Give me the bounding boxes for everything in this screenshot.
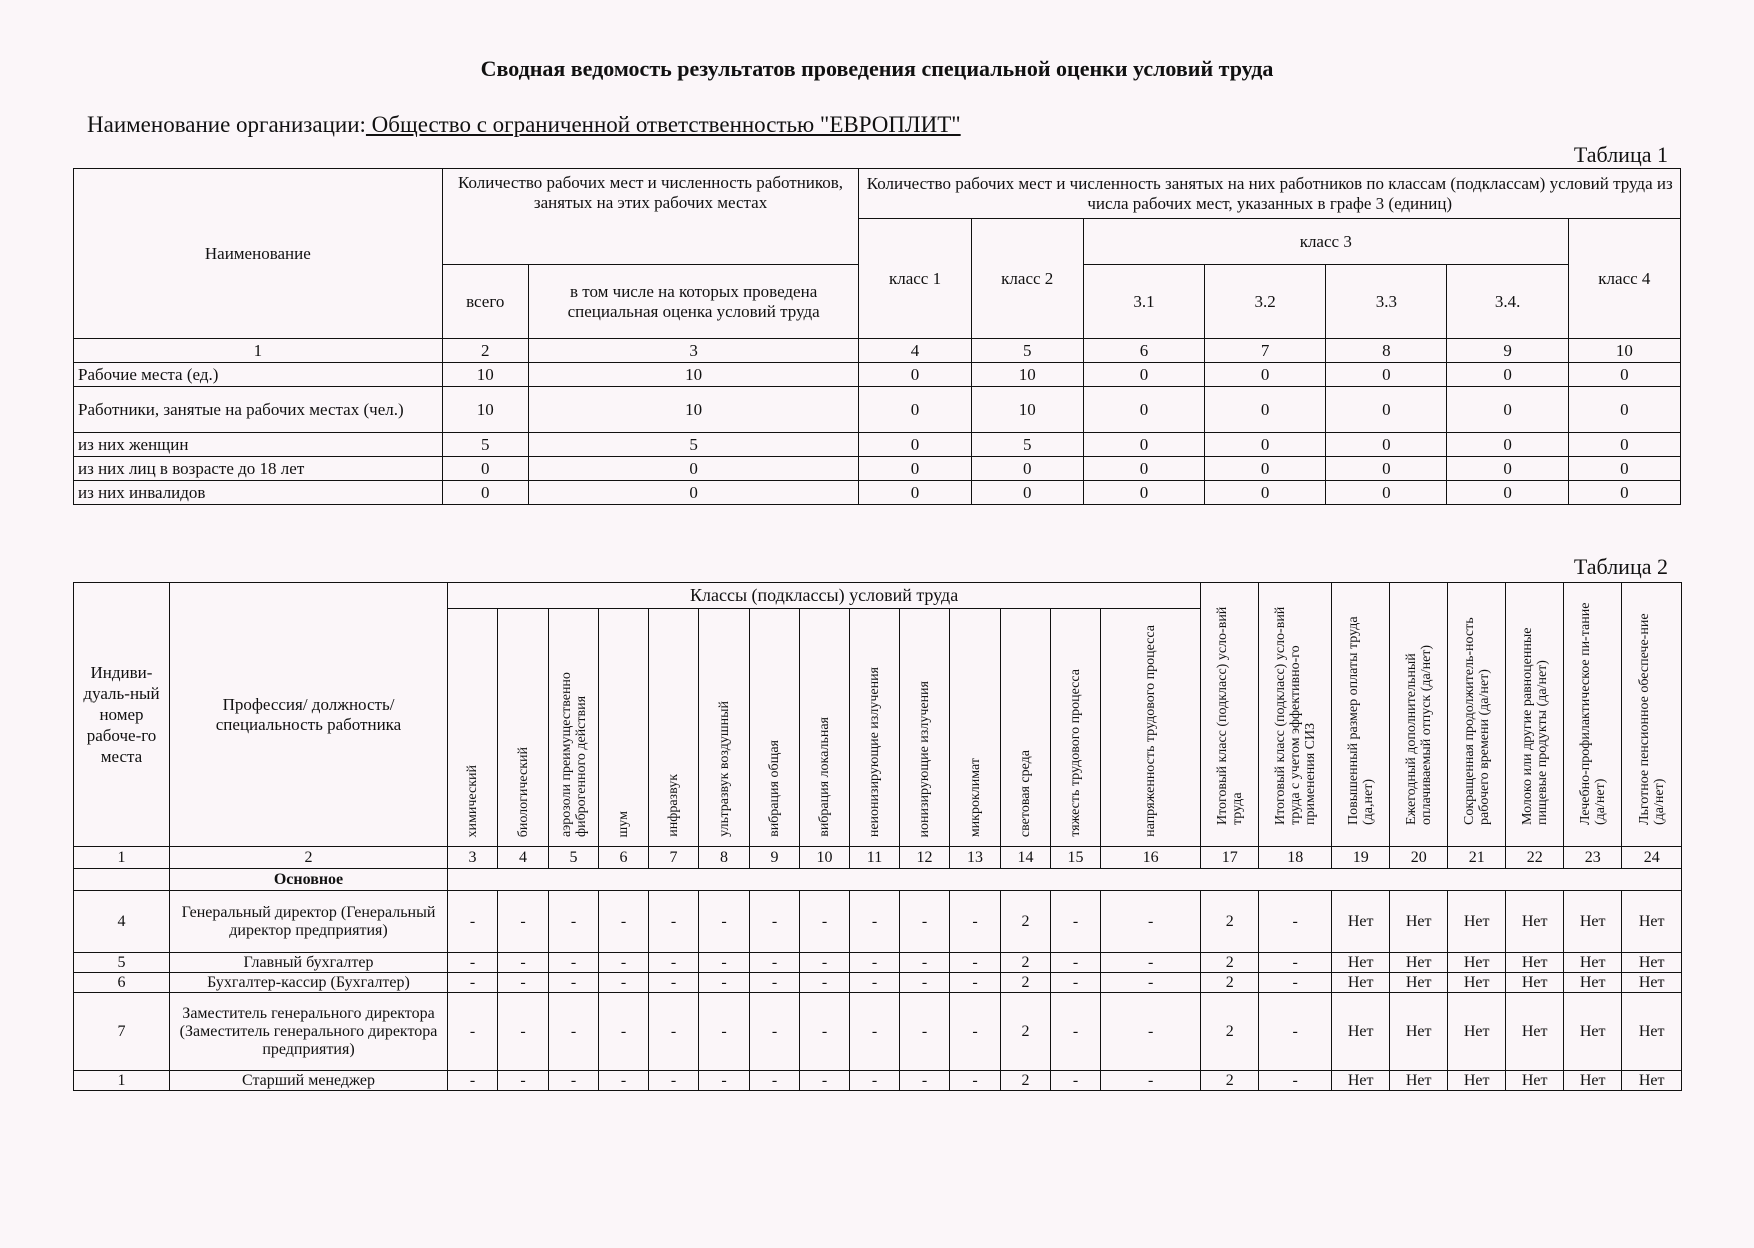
t2-col-number: 20	[1390, 847, 1448, 869]
t2-cell: Нет	[1564, 1071, 1622, 1091]
t2-cell: -	[800, 953, 850, 973]
t2-column-numbers-row	[74, 847, 1682, 869]
t1-row	[74, 363, 1681, 387]
t2-factor-header: вибрация локальная	[800, 609, 850, 847]
t2-cell: -	[850, 993, 900, 1071]
t2-cell: 2	[1001, 973, 1051, 993]
t2-cell: Нет	[1332, 973, 1390, 993]
t2-header-id: Индиви-дуаль-ный номер рабоче-го места	[74, 583, 170, 847]
t2-cell: Нет	[1506, 973, 1564, 993]
t1-row-label: из них инвалидов	[74, 481, 443, 505]
t2-cell: Нет	[1564, 891, 1622, 953]
t2-row	[74, 1071, 1682, 1091]
t1-cell: 0	[1326, 457, 1447, 481]
t2-col-number: 7	[649, 847, 699, 869]
t1-header-3-4: 3.4.	[1447, 265, 1568, 339]
t2-cell: -	[649, 973, 699, 993]
t1-col-number: 1	[74, 339, 443, 363]
t2-profession-name: Заместитель генерального директора (Заместитель генерального директора предприятия)	[170, 993, 448, 1071]
t2-cell: -	[1259, 1071, 1332, 1091]
t2-col-number: 10	[800, 847, 850, 869]
t2-cell: -	[448, 891, 498, 953]
t2-cell: Нет	[1564, 973, 1622, 993]
t2-workplace-id: 6	[74, 973, 170, 993]
t1-cell: 0	[1447, 433, 1568, 457]
t2-cell: -	[498, 973, 549, 993]
t2-cell: 2	[1201, 973, 1259, 993]
t2-workplace-id: 7	[74, 993, 170, 1071]
t2-cell: -	[549, 891, 599, 953]
t2-cell: -	[1051, 973, 1101, 993]
t2-body	[74, 891, 1682, 1091]
t2-cell: 2	[1001, 993, 1051, 1071]
t2-cell: -	[649, 993, 699, 1071]
t2-cell: Нет	[1448, 1071, 1506, 1091]
t2-cell: Нет	[1506, 953, 1564, 973]
t1-cell: 0	[1326, 433, 1447, 457]
t2-cell: -	[900, 973, 950, 993]
t1-header-count: Количество рабочих мест и численность работников, занятых на этих рабочих местах	[442, 169, 859, 265]
t2-cell: -	[699, 891, 750, 953]
t1-cell: 0	[1568, 387, 1680, 433]
t2-cell: -	[649, 953, 699, 973]
t2-cell: -	[448, 993, 498, 1071]
t2-cell: -	[1051, 993, 1101, 1071]
t2-col-number: 11	[850, 847, 900, 869]
document-title: Сводная ведомость результатов проведения специальной оценки условий труда	[480, 56, 1274, 81]
t2-col-number: 19	[1332, 847, 1390, 869]
t2-row	[74, 973, 1682, 993]
t2-factor-header: инфразвук	[649, 609, 699, 847]
organization-line	[87, 112, 961, 138]
t2-col-number: 15	[1051, 847, 1101, 869]
summary-table	[73, 168, 1681, 505]
t2-cell: -	[599, 993, 649, 1071]
t1-cell: 10	[528, 387, 859, 433]
organization-name: Общество с ограниченной ответственностью "ЕВРОПЛИТ"	[365, 112, 961, 137]
t1-col-number: 9	[1447, 339, 1568, 363]
t2-cell: Нет	[1390, 1071, 1448, 1091]
t2-cell: -	[699, 953, 750, 973]
t1-col-number: 10	[1568, 339, 1680, 363]
t2-factor-header: аэрозоли преимущественно фиброгенного действия	[549, 609, 599, 847]
organization-label: Наименование организации:	[87, 112, 366, 137]
t1-cell: 0	[1447, 481, 1568, 505]
workplace-table	[73, 582, 1682, 1091]
t1-col-number: 7	[1205, 339, 1326, 363]
t1-cell: 0	[859, 387, 971, 433]
t1-cell: 0	[1205, 457, 1326, 481]
t2-cell: 2	[1201, 993, 1259, 1071]
t2-factor-header: вибрация общая	[750, 609, 800, 847]
t2-cell: -	[1259, 953, 1332, 973]
t2-cell: Нет	[1448, 973, 1506, 993]
t2-cell: -	[1051, 891, 1101, 953]
t2-cell: -	[850, 891, 900, 953]
t1-cell: 0	[528, 457, 859, 481]
t2-cell: Нет	[1332, 891, 1390, 953]
t2-header-extra: Ежегодный дополнительный оплачиваемый отпуск (да/нет)	[1390, 583, 1448, 847]
t1-header-3-2: 3.2	[1205, 265, 1326, 339]
t2-factor-header: напряженность трудового процесса	[1101, 609, 1201, 847]
t2-col-number: 16	[1101, 847, 1201, 869]
t1-col-number: 2	[442, 339, 528, 363]
t2-cell: 2	[1201, 953, 1259, 973]
t2-cell: Нет	[1622, 953, 1682, 973]
t2-cell: -	[1051, 953, 1101, 973]
t2-cell: -	[900, 1071, 950, 1091]
t1-column-numbers-row	[74, 339, 1681, 363]
t2-factor-header: химический	[448, 609, 498, 847]
t2-cell: -	[549, 973, 599, 993]
t2-cell: Нет	[1332, 1071, 1390, 1091]
t2-workplace-id: 4	[74, 891, 170, 953]
t1-cell: 10	[528, 363, 859, 387]
t2-cell: -	[1259, 891, 1332, 953]
t1-cell: 5	[442, 433, 528, 457]
t2-factor-header: ионизирующие излучения	[900, 609, 950, 847]
t1-cell: 0	[1568, 481, 1680, 505]
t2-col-number: 21	[1448, 847, 1506, 869]
t1-row	[74, 387, 1681, 433]
t2-profession-name: Главный бухгалтер	[170, 953, 448, 973]
t2-cell: -	[599, 1071, 649, 1091]
t2-cell: Нет	[1390, 891, 1448, 953]
t2-profession-name: Генеральный директор (Генеральный директор предприятия)	[170, 891, 448, 953]
t2-cell: 2	[1201, 891, 1259, 953]
t2-cell: -	[900, 993, 950, 1071]
t2-cell: -	[950, 891, 1001, 953]
t2-cell: Нет	[1506, 993, 1564, 1071]
t2-cell: -	[549, 1071, 599, 1091]
t2-cell: Нет	[1622, 993, 1682, 1071]
t2-col-number: 17	[1201, 847, 1259, 869]
t2-cell: -	[448, 1071, 498, 1091]
t1-col-number: 4	[859, 339, 971, 363]
t1-header-classes: Количество рабочих мест и численность занятых на них работников по классам (подклассам) условий труда из числа рабочих мест, указанных в графе 3 (единиц)	[859, 169, 1681, 219]
t2-col-number: 14	[1001, 847, 1051, 869]
t1-header-class3: класс 3	[1083, 219, 1568, 265]
t2-cell: 2	[1001, 891, 1051, 953]
t2-factor-header: биологический	[498, 609, 549, 847]
t2-cell: -	[750, 993, 800, 1071]
t2-cell: -	[1051, 1071, 1101, 1091]
t1-cell: 0	[1083, 433, 1204, 457]
t2-cell: -	[900, 891, 950, 953]
t1-cell: 0	[1326, 481, 1447, 505]
t2-factor-header: неионизирующие излучения	[850, 609, 900, 847]
t1-cell: 10	[442, 387, 528, 433]
t2-cell: Нет	[1622, 891, 1682, 953]
t1-header-class2: класс 2	[971, 219, 1083, 339]
t1-cell: 0	[1205, 433, 1326, 457]
t2-cell: Нет	[1506, 1071, 1564, 1091]
t2-factor-header: шум	[599, 609, 649, 847]
t1-cell: 10	[971, 363, 1083, 387]
t2-cell: Нет	[1564, 993, 1622, 1071]
t2-cell: 2	[1201, 1071, 1259, 1091]
t2-cell: -	[498, 891, 549, 953]
t2-cell: -	[549, 953, 599, 973]
t2-cell: -	[649, 891, 699, 953]
t1-cell: 0	[859, 363, 971, 387]
t2-workplace-id: 5	[74, 953, 170, 973]
t2-cell: -	[699, 993, 750, 1071]
t2-cell: Нет	[1564, 953, 1622, 973]
t2-cell: -	[599, 973, 649, 993]
t2-factor-header: ультразвук воздушный	[699, 609, 750, 847]
t2-cell: -	[1259, 973, 1332, 993]
t2-cell: -	[498, 953, 549, 973]
t2-cell: -	[699, 1071, 750, 1091]
t2-cell: Нет	[1506, 891, 1564, 953]
t2-cell: Нет	[1448, 891, 1506, 953]
t2-cell: -	[750, 973, 800, 993]
t2-col-number: 5	[549, 847, 599, 869]
t2-cell: Нет	[1622, 973, 1682, 993]
t1-header-assessed: в том числе на которых проведена специальная оценка условий труда	[528, 265, 859, 339]
t2-cell: -	[850, 1071, 900, 1091]
t2-cell: Нет	[1622, 1071, 1682, 1091]
t2-cell: -	[750, 891, 800, 953]
t2-col-number: 4	[498, 847, 549, 869]
t1-cell: 0	[1447, 457, 1568, 481]
t1-cell: 0	[859, 433, 971, 457]
t2-workplace-id: 1	[74, 1071, 170, 1091]
t2-col-number: 24	[1622, 847, 1682, 869]
t1-cell: 0	[859, 457, 971, 481]
t1-header-name: Наименование	[74, 169, 443, 339]
t1-header-class4: класс 4	[1568, 219, 1680, 339]
t1-cell: 0	[971, 481, 1083, 505]
t1-header-total: всего	[442, 265, 528, 339]
t2-cell: -	[1259, 993, 1332, 1071]
t2-col-number: 2	[170, 847, 448, 869]
t2-cell: -	[448, 973, 498, 993]
t2-cell: -	[599, 891, 649, 953]
t1-cell: 0	[1083, 387, 1204, 433]
t2-cell: -	[750, 1071, 800, 1091]
t1-cell: 0	[1568, 457, 1680, 481]
t2-cell: -	[900, 953, 950, 973]
t2-cell: -	[800, 891, 850, 953]
t1-col-number: 6	[1083, 339, 1204, 363]
t2-cell: -	[599, 953, 649, 973]
t2-factor-header: световая среда	[1001, 609, 1051, 847]
t2-header-extra: Повышенный размер оплаты труда (да,нет)	[1332, 583, 1390, 847]
t2-col-number: 1	[74, 847, 170, 869]
t2-col-number: 3	[448, 847, 498, 869]
t1-cell: 0	[859, 481, 971, 505]
t1-cell: 0	[1205, 481, 1326, 505]
t1-cell: 0	[442, 481, 528, 505]
t1-row	[74, 433, 1681, 457]
t2-cell: -	[800, 993, 850, 1071]
t2-cell: 2	[1001, 953, 1051, 973]
t2-col-number: 18	[1259, 847, 1332, 869]
t2-cell: -	[950, 973, 1001, 993]
t2-row	[74, 953, 1682, 973]
t1-row-label: из них женщин	[74, 433, 443, 457]
t2-header-extra: Сокращенная продолжитель-ность рабочего времени (да/нет)	[1448, 583, 1506, 847]
t1-header-class1: класс 1	[859, 219, 971, 339]
t2-cell: Нет	[1448, 993, 1506, 1071]
t2-col-number: 9	[750, 847, 800, 869]
t1-header-3-3: 3.3	[1326, 265, 1447, 339]
t2-cell: -	[448, 953, 498, 973]
t2-cell: -	[649, 1071, 699, 1091]
t1-cell: 0	[1568, 433, 1680, 457]
t1-header-3-1: 3.1	[1083, 265, 1204, 339]
t2-factor-header: тяжесть трудового процесса	[1051, 609, 1101, 847]
t2-header-extra: Итоговый класс (подкласс) усло-вий труда с учетом эффективно-го применения СИЗ	[1259, 583, 1332, 847]
t2-col-number: 22	[1506, 847, 1564, 869]
t2-cell: -	[800, 1071, 850, 1091]
t2-header-classes: Классы (подклассы) условий труда	[448, 583, 1201, 609]
t2-cell: -	[1101, 891, 1201, 953]
t2-header-extra: Лечебно-профилактическое пи-тание (да/нет)	[1564, 583, 1622, 847]
t2-header-extra: Итоговый класс (подкласс) усло-вий труда	[1201, 583, 1259, 847]
t2-header-profession: Профессия/ должность/ специальность работника	[170, 583, 448, 847]
t2-col-number: 8	[699, 847, 750, 869]
t1-cell: 0	[1447, 363, 1568, 387]
t2-cell: Нет	[1390, 953, 1448, 973]
t1-cell: 0	[1083, 363, 1204, 387]
t2-cell: -	[1101, 1071, 1201, 1091]
t1-cell: 10	[442, 363, 528, 387]
t2-cell: Нет	[1332, 993, 1390, 1071]
t1-col-number: 8	[1326, 339, 1447, 363]
t2-profession-name: Старший менеджер	[170, 1071, 448, 1091]
t1-cell: 0	[1083, 457, 1204, 481]
t2-row	[74, 993, 1682, 1071]
t2-col-number: 6	[599, 847, 649, 869]
t2-header-extra: Молоко или другие равноценные пищевые продукты (да/нет)	[1506, 583, 1564, 847]
t2-cell: Нет	[1448, 953, 1506, 973]
t2-cell: Нет	[1332, 953, 1390, 973]
t1-row-label: из них лиц в возрасте до 18 лет	[74, 457, 443, 481]
t1-cell: 0	[1083, 481, 1204, 505]
t2-header-extra: Льготное пенсионное обеспече-ние (да/нет)	[1622, 583, 1682, 847]
t2-cell: -	[1101, 953, 1201, 973]
t2-cell: -	[850, 973, 900, 993]
t2-cell: -	[498, 993, 549, 1071]
t2-cell: -	[850, 953, 900, 973]
t2-cell: -	[950, 953, 1001, 973]
t1-cell: 10	[971, 387, 1083, 433]
t1-row-label: Рабочие места (ед.)	[74, 363, 443, 387]
t1-cell: 0	[971, 457, 1083, 481]
t2-cell: -	[699, 973, 750, 993]
t1-cell: 0	[528, 481, 859, 505]
t2-cell: -	[498, 1071, 549, 1091]
t2-cell: -	[800, 973, 850, 993]
t2-cell: Нет	[1390, 993, 1448, 1071]
t1-row	[74, 457, 1681, 481]
t2-cell: Нет	[1390, 973, 1448, 993]
t2-factor-header: микроклимат	[950, 609, 1001, 847]
t2-cell: -	[950, 1071, 1001, 1091]
t2-cell: -	[1101, 993, 1201, 1071]
table2-caption: Таблица 2	[1573, 554, 1668, 579]
t1-cell: 0	[1205, 387, 1326, 433]
t1-cell: 5	[528, 433, 859, 457]
t2-section-label: Основное	[170, 869, 448, 891]
t2-cell: -	[1101, 973, 1201, 993]
t1-row-label: Работники, занятые на рабочих местах (чел.)	[74, 387, 443, 433]
t2-col-number: 13	[950, 847, 1001, 869]
t1-cell: 0	[1568, 363, 1680, 387]
t2-row	[74, 891, 1682, 953]
t2-col-number: 12	[900, 847, 950, 869]
t1-cell: 0	[442, 457, 528, 481]
t2-col-number: 23	[1564, 847, 1622, 869]
t1-cell: 0	[1326, 387, 1447, 433]
t1-body	[74, 363, 1681, 505]
t1-cell: 5	[971, 433, 1083, 457]
t2-cell: -	[750, 953, 800, 973]
t2-cell: -	[549, 993, 599, 1071]
t2-cell: 2	[1001, 1071, 1051, 1091]
t1-cell: 0	[1326, 363, 1447, 387]
t1-cell: 0	[1205, 363, 1326, 387]
t1-col-number: 5	[971, 339, 1083, 363]
t1-row	[74, 481, 1681, 505]
t2-cell: -	[950, 993, 1001, 1071]
t2-profession-name: Бухгалтер-кассир (Бухгалтер)	[170, 973, 448, 993]
table1-caption: Таблица 1	[1573, 142, 1668, 167]
t1-col-number: 3	[528, 339, 859, 363]
t1-cell: 0	[1447, 387, 1568, 433]
